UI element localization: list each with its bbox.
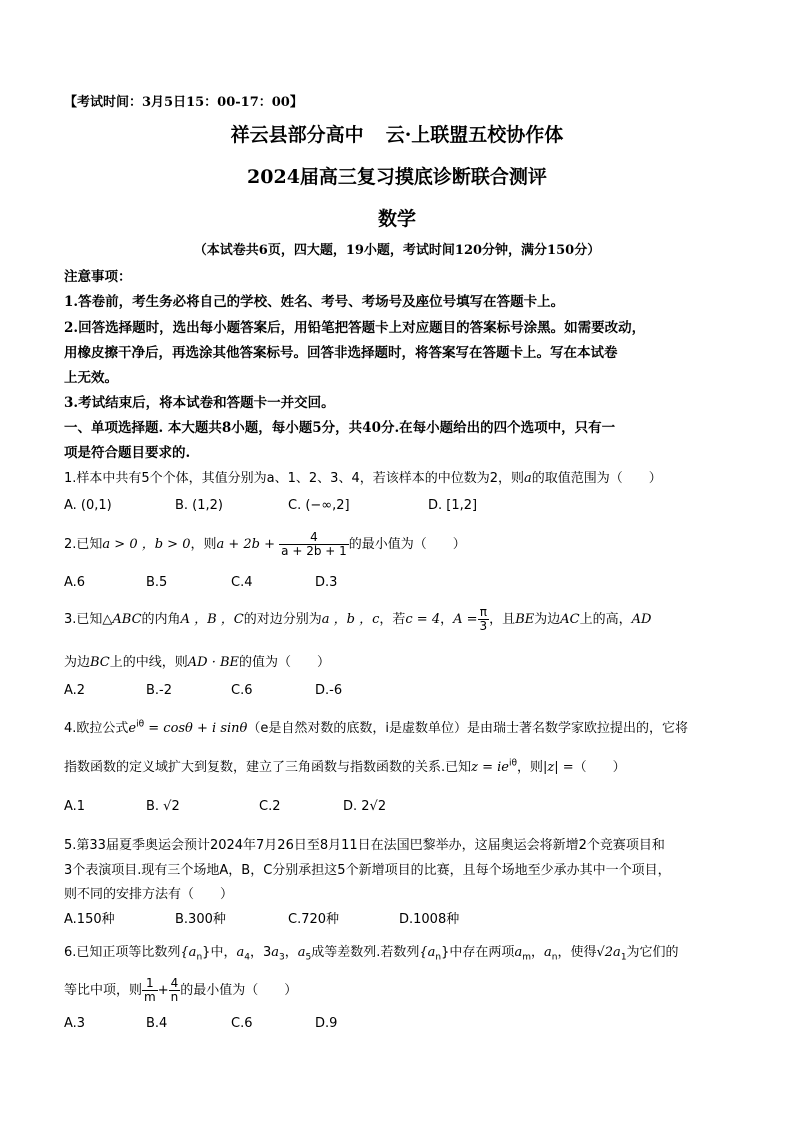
q2-fraction (279, 531, 349, 558)
section-heading-line-2: 项是符合题目要求的. (64, 445, 191, 461)
section-heading-line-1: 一、单项选择题. 本大题共8小题，每小题5分，共40分.在每小题给出的四个选项中，只有一 (64, 420, 616, 436)
q2-text-b: ，则 (190, 537, 217, 553)
subject-title: 数学 (377, 208, 416, 230)
q1-text-b: 的取值范围为（ ） (531, 471, 662, 486)
q6-seq-sub: n (196, 952, 203, 963)
q5-option-a: A.150种 (64, 912, 115, 927)
q6-option-d: D.9 (315, 1016, 338, 1031)
q2-option-d: D.3 (315, 575, 338, 590)
q3-t11: 的值为（ ） (239, 655, 331, 670)
q5-option-b: B.300种 (175, 912, 226, 927)
question-3-line-2 (64, 651, 330, 670)
q3-pi-fraction (478, 606, 490, 633)
q6-seq-sub-2: n (435, 952, 442, 963)
q6-root: √2a (596, 945, 621, 960)
note-item-2-line-3: 上无效。 (64, 370, 118, 386)
q6-fraction-1 (142, 977, 158, 1004)
q2-text-a: 2.已知 (64, 537, 103, 553)
q3-pi: π (478, 606, 490, 620)
q3-t1: 3.已知△ (64, 612, 113, 628)
q6-t4: 中存在两项 (449, 945, 515, 960)
q3-be: BE (515, 612, 535, 628)
school-title (0, 120, 794, 147)
q6-option-c: C.6 (231, 1016, 253, 1031)
q3-t9: 为边 (64, 655, 91, 670)
q3-t3: 的对边分别为 (243, 612, 322, 628)
q4-option-d: D. 2√2 (343, 799, 387, 814)
q3-bc: BC (90, 655, 110, 670)
q4-t4: ，则 (517, 760, 544, 775)
q4-e: e (128, 721, 137, 736)
notes-heading: 注意事项： (64, 269, 132, 285)
q1-text-a: 1.样本中共有5个个体，其值分别为a、1、2、3、4，若该样本的中位数为2，则 (64, 471, 524, 486)
q2-condition: a > 0 ，b > 0 (102, 537, 191, 553)
q1-option-b: B. (1,2) (175, 498, 224, 513)
question-4-line-1 (64, 717, 688, 736)
q4-option-a: A.1 (64, 799, 86, 814)
question-4-line-2 (64, 756, 626, 775)
q6-t2: 中， (210, 945, 237, 960)
q4-t1: 4.欧拉公式 (64, 721, 129, 736)
q3-dot-product: AD · BE (187, 655, 240, 670)
q3-t8: 上的高， (579, 612, 632, 628)
note-item-1: 1.答卷前，考生务必将自己的学校、姓名、考号、考场号及座位号填写在答题卡上。 (64, 294, 565, 310)
q3-sides: a ，b ，c (321, 612, 380, 628)
q6-f2-den: n (170, 990, 179, 1005)
q4-z-eq: z = ie (471, 760, 509, 775)
q6-seq-end: } (202, 945, 211, 960)
q4-abs: |z| = (543, 760, 574, 775)
q2-option-c: C.4 (231, 575, 253, 590)
q3-t4: ，若 (379, 612, 406, 628)
exam-name: 2024届高三复习摸底诊断联合测评 (247, 166, 547, 188)
question-5-line-3: 则不同的安排方法有（ ） (64, 887, 234, 902)
q6-seq: {a (180, 945, 197, 960)
q3-option-d: D.-6 (315, 683, 343, 698)
question-6-line-1: 6.已知正项等比数列$\{a_n\}$中，$a_4$，$3a_3$，$a_5$成等差数列.若数列$\{a_n\}$中存在两项$a_m$，$a_n$，使得$√2a_1$为它们的 (64, 945, 679, 963)
q5-option-c: C.720种 (288, 912, 340, 927)
q4-t3: 指数函数的定义域扩大到复数，建立了三角函数与指数函数的关系.已知 (64, 760, 472, 775)
q6-f2-num: 4 (170, 976, 179, 990)
question-3-line-1 (64, 606, 651, 633)
question-5-line-1: 5.第33届夏季奥运会预计2024年7月26日至8月11日在法国巴黎举办，这届奥运会将新增2个竞赛项目和 (64, 838, 665, 853)
q6-t7: 等比中项，则 (64, 983, 143, 999)
q4-exponent-2: iθ (509, 758, 518, 769)
q6-t6: 为它们的 (626, 945, 679, 960)
q2-option-b: B.5 (146, 575, 168, 590)
question-2 (64, 531, 466, 558)
q1-option-c: C. (−∞,2] (288, 498, 350, 513)
q2-expression: a + 2b + (216, 537, 276, 553)
q6-t8: 的最小值为（ ） (180, 983, 298, 999)
q6-a4: a (236, 945, 245, 960)
q2-frac-den: a + 2b + 1 (281, 544, 347, 559)
q2-frac-num: 4 (279, 531, 349, 545)
q2-option-a: A.6 (64, 575, 86, 590)
q4-t5: （ ） (573, 760, 626, 775)
q1-option-d: D. [1,2] (428, 498, 478, 513)
q3-triangle: ABC (112, 612, 142, 628)
exam-time: 【考试时间：3月5日15：00-17：00】 (64, 95, 303, 110)
q6-fraction-2 (169, 977, 181, 1004)
note-item-2-line-2: 用橡皮擦干净后，再选涂其他答案标号。回答非选择题时，将答案写在答题卡上。写在本试卷 (64, 345, 618, 361)
q4-option-b: B. √2 (146, 799, 180, 814)
q4-exponent: iθ (136, 719, 145, 730)
q3-t5: ， (440, 612, 454, 628)
q2-text-c: 的最小值为（ ） (348, 537, 466, 553)
q3-t7: 为边 (534, 612, 561, 628)
q4-t2: （e是自然对数的底数，i是虚数单位）是由瑞士著名数学家欧拉提出的，它将 (247, 721, 688, 736)
q3-option-b: B.-2 (146, 683, 173, 698)
note-item-2-line-1: 2.回答选择题时，选出每小题答案后，用铅笔把答题卡上对应题目的答案标号涂黑。如需要改动， (64, 320, 646, 336)
q6-f1-den: m (144, 990, 156, 1005)
q3-ac: AC (560, 612, 580, 628)
q3-t10: 上的中线，则 (109, 655, 188, 670)
school-left: 祥云县部分高中 (230, 124, 364, 146)
q6-option-b: B.4 (146, 1016, 168, 1031)
q5-option-d: D.1008种 (399, 912, 460, 927)
note-item-3: 3.考试结束后，将本试卷和答题卡一并交回。 (64, 395, 335, 411)
q3-ad: AD (631, 612, 652, 628)
q4-option-c: C.2 (259, 799, 281, 814)
question-1 (64, 467, 662, 486)
question-6-line-2: 等比中项，则 $\frac{1}{m}$ + $\frac{4}{n}$ 的最小值为（ ） (64, 976, 298, 1005)
q3-angles: A ，B ，C (180, 612, 244, 628)
exam-info: （本试卷共6页，四大题，19小题，考试时间120分钟，满分150分） (193, 243, 601, 258)
q6-t5: ，使得 (557, 945, 597, 960)
q3-t6: ，且 (489, 612, 516, 628)
q3-t2: 的内角 (141, 612, 181, 628)
q3-a-eq: A = (453, 612, 478, 628)
q3-three: 3 (479, 619, 488, 634)
q3-option-c: C.6 (231, 683, 253, 698)
q4-formula: = cosθ + i sinθ (144, 721, 248, 736)
q6-t1: 6.已知正项等比数列 (64, 945, 181, 960)
q6-seq-2: {a (419, 945, 436, 960)
school-right: 云·上联盟五校协作体 (385, 124, 564, 146)
q6-option-a: A.3 (64, 1016, 86, 1031)
q6-t3: 成等差数列.若数列 (311, 945, 420, 960)
q3-c-value: c = 4 (405, 612, 441, 628)
q6-seq-end-2: } (441, 945, 450, 960)
q3-option-a: A.2 (64, 683, 86, 698)
q6-f1-num: 1 (142, 977, 158, 991)
question-5-line-2: 3个表演项目.现有三个场地A，B，C分别承担这5个新增项目的比赛，且每个场地至少承办其中一个项目， (64, 863, 671, 878)
q1-var: a (524, 471, 532, 486)
q1-option-a: A. (0,1) (64, 498, 112, 513)
